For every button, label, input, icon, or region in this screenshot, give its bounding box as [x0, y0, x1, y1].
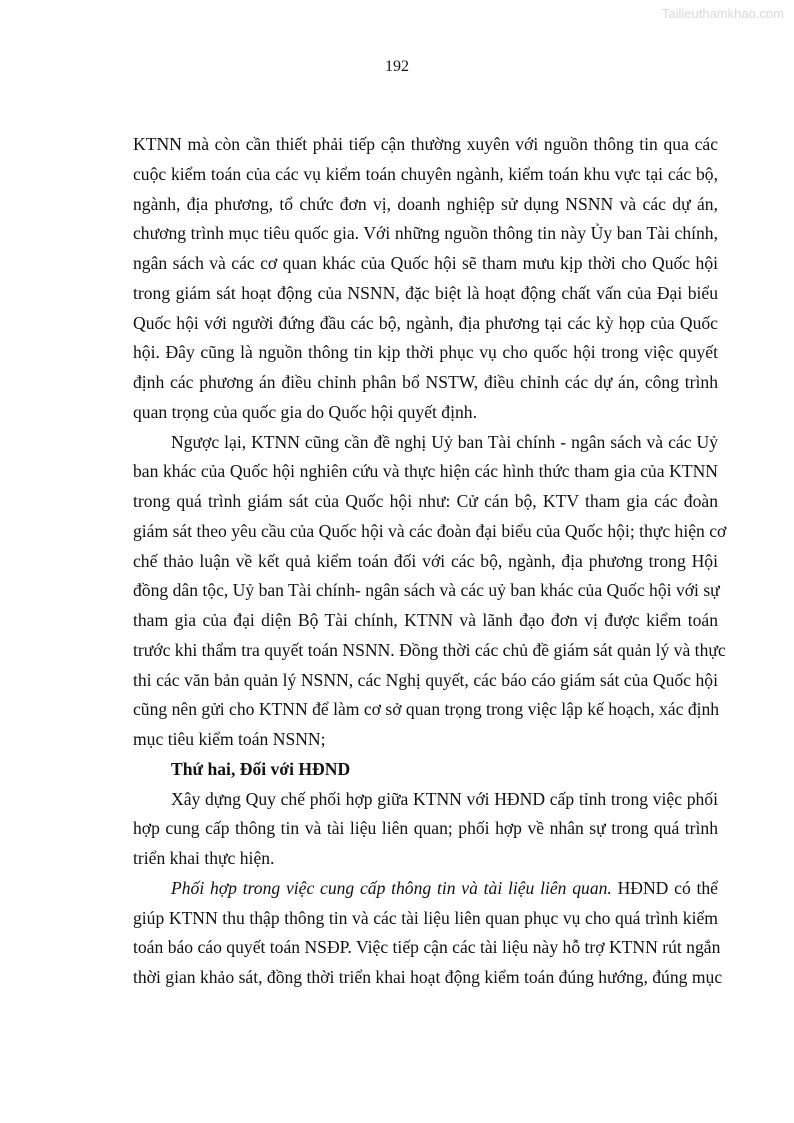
text-line: thời gian khảo sát, đồng thời triển khai hoạt động kiểm toán đúng hướng, đúng mục: [133, 967, 723, 987]
text-line: ban khác của Quốc hội nghiên cứu và thực hiện các hình thức tham gia của KTNN: [133, 461, 718, 482]
text-line: thi các văn bản quản lý NSNN, các Nghị quyết, các báo cáo giám sát của Quốc hội: [133, 669, 718, 690]
text-line: giám sát theo yêu cầu của Quốc hội và các đoàn đại biểu của Quốc hội; thực hiện cơ: [133, 520, 727, 541]
text-line: Ngược lại, KTNN cũng cần đề nghị Uỷ ban Tài chính - ngân sách và các Uỷ: [171, 431, 718, 452]
text-line: ngân sách và các cơ quan khác của Quốc hội sẽ tham mưu kịp thời cho Quốc hội: [133, 253, 718, 273]
text-line: Xây dựng Quy chế phối hợp giữa KTNN với HĐND cấp tỉnh trong việc phối: [171, 788, 718, 809]
text-line: triển khai thực hiện.: [133, 848, 275, 868]
text-line: chế thảo luận về kết quả kiểm toán đối với các bộ, ngành, địa phương trong Hội: [133, 550, 718, 571]
text-line: mục tiêu kiểm toán NSNN;: [133, 729, 326, 749]
text-line: đồng dân tộc, Uỷ ban Tài chính- ngân sách và các uỷ ban khác của Quốc hội với sự: [133, 580, 720, 601]
text-run: HĐND có thể: [611, 877, 718, 898]
text-line: trước khi thẩm tra quyết toán NSNN. Đồng thời các chủ đề giám sát quản lý và thực: [133, 639, 726, 660]
section-heading: [133, 755, 718, 785]
page-number: 192: [385, 58, 409, 75]
text-line: hợp cung cấp thông tin và tài liệu liên quan; phối hợp về nhân sự trong quá trình: [133, 818, 718, 839]
text-line: toán báo cáo quyết toán NSĐP. Việc tiếp cận các tài liệu này hỗ trợ KTNN rút ngắn: [133, 937, 721, 958]
text-line: trong quá trình giám sát của Quốc hội như: Cử cán bộ, KTV tham gia các đoàn: [133, 491, 718, 511]
watermark: Tailieuthamkhao.com: [661, 6, 784, 21]
text-line: chương trình mục tiêu quốc gia. Với những nguồn thông tin này Ủy ban Tài chính,: [133, 223, 718, 244]
text-line: Quốc hội với người đứng đầu các bộ, ngành, địa phương tại các kỳ họp của Quốc: [133, 312, 718, 333]
text-line: ngành, địa phương, tổ chức đơn vị, doanh nghiệp sử dụng NSNN và các dự án,: [133, 193, 718, 214]
text-line: tham gia của đại diện Bộ Tài chính, KTNN và lãnh đạo đơn vị được kiểm toán: [133, 610, 718, 630]
section-heading-text: Thứ hai, Đối với HĐND: [171, 758, 351, 779]
text-line: cuộc kiểm toán của các vụ kiểm toán chuyên ngành, kiểm toán khu vực tại các bộ,: [133, 163, 718, 184]
text-line: quan trọng của quốc gia do Quốc hội quyết định.: [133, 401, 477, 422]
text-line: trong giám sát hoạt động của NSNN, đặc biệt là hoạt động chất vấn của Đại biểu: [133, 282, 718, 303]
text-line: định các phương án điều chỉnh phân bổ NSTW, điều chỉnh các dự án, công trình: [133, 372, 718, 392]
text-line: KTNN mà còn cần thiết phải tiếp cận thường xuyên với nguồn thông tin qua các: [133, 134, 718, 154]
text-line: hội. Đây cũng là nguồn thông tin kịp thời phục vụ cho quốc hội trong việc quyết: [133, 342, 718, 363]
text-line: giúp KTNN thu thập thông tin và các tài liệu liên quan phục vụ cho quá trình kiểm: [133, 907, 718, 928]
document-body: [133, 130, 727, 993]
text-line: cũng nên gửi cho KTNN để làm cơ sở quan trọng trong việc lập kế hoạch, xác định: [133, 699, 720, 720]
text-line: [133, 874, 718, 904]
italic-lead: Phối hợp trong việc cung cấp thông tin và tài liệu liên quan.: [171, 877, 612, 898]
